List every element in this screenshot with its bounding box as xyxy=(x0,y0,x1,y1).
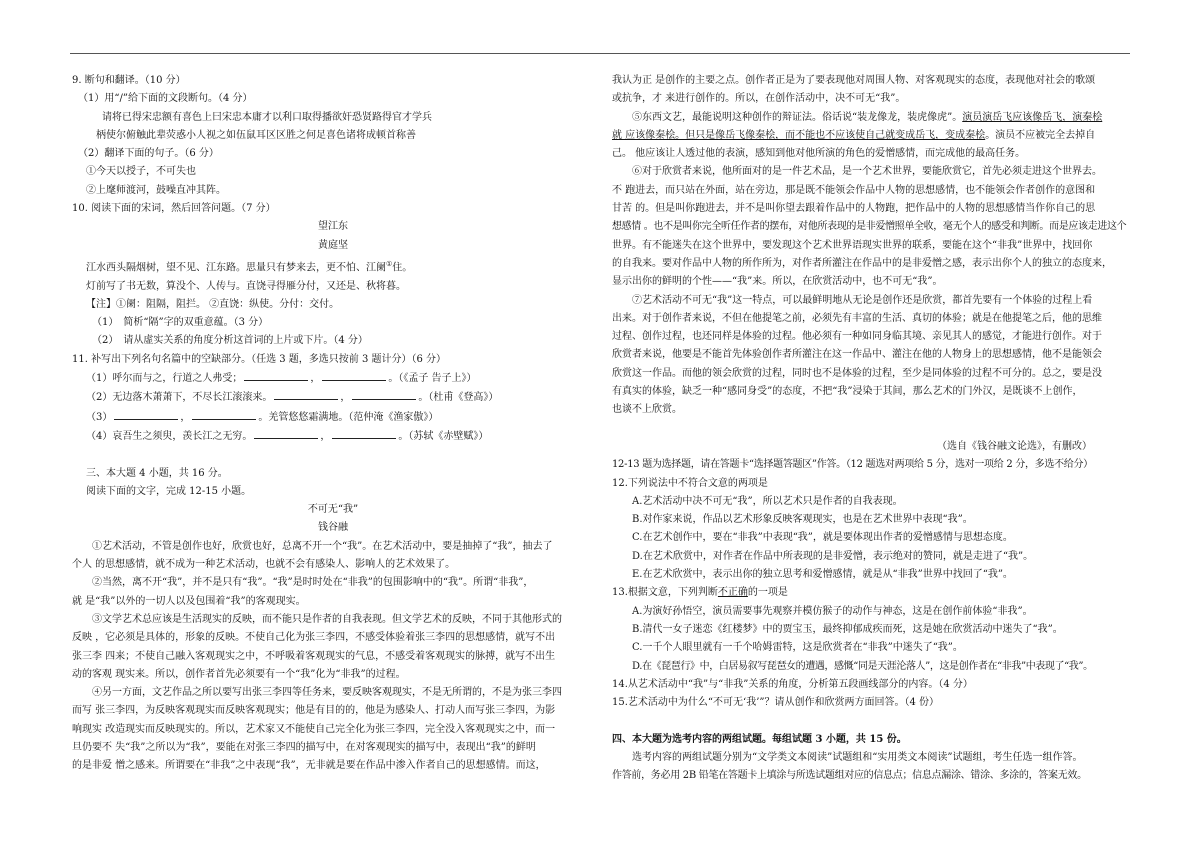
poem-author: 黄庭坚 xyxy=(318,239,348,251)
q10-title: 10. 阅读下面的宋词，然后回答问题。（7 分） xyxy=(72,203,276,215)
q11-item3: （3） ， 。羌管悠悠霜满地。（范仲淹《渔家傲》） xyxy=(72,408,594,427)
choice-instruction: 12-13 题为选择题，请在答题卡“选择题答题区”作答。（12 题选对两项给 5 分，选对一项给 2 分，多选不给分） xyxy=(612,459,1093,471)
essay-para4-end: 或抗争，才 来进行创作的。所以，在创作活动中，决不可无“我”。 xyxy=(612,93,906,105)
q9-title: 9. 断句和翻译。（10 分） xyxy=(72,75,186,86)
poem-title: 望江东 xyxy=(318,221,348,233)
answer-blank[interactable] xyxy=(244,369,308,381)
q10-sub2: （2） 请从虚实关系的角度分析这首词的上片或下片。（4 分） xyxy=(92,335,368,347)
section4-title: 四、本大题为选考内容的两组试题。每组试题 3 小题，共 15 份。 xyxy=(612,733,907,745)
answer-blank[interactable] xyxy=(192,408,256,420)
q11-item2: （2）无边落木萧萧下，不尽长江滚滚来。 ， 。（杜甫《登高》） xyxy=(72,388,594,407)
underlined-passage: 就 应该像秦桧。但只是像岳飞像秦桧，而不能也不应该使自己就变成岳飞，变成秦桧 xyxy=(612,129,986,141)
q13-option-d: D.在《琵琶行》中，白居易叙写琵琶女的遭遇，感慨“同是天涯沦落人”，这是创作者在“非我”中表现了“我”。 xyxy=(632,660,1093,672)
q12-option-d: D.在艺术欣赏中，对作者在作品中所表现的是非爱憎，表示绝对的赞同，就是走进了“我”。 xyxy=(632,550,1034,562)
essay-para6-cont: 不 跑进去，而只站在外面，站在旁边，那是既不能领会作品中人物的思想感情，也不能领会作者创作的意图和 xyxy=(612,184,1096,196)
essay-para3: ③文学艺术总应该是生活现实的反映，而不能只是作者的自我表现。但文学艺术的反映，不同于其他形式的 xyxy=(92,613,562,625)
essay-para4-cont: 响现实 改造现实而反映现实的。所以，艺术家又不能使自己完全化为张三李四，完全没入客观现实之中，而一 xyxy=(72,723,556,735)
section4-instruction: 选考内容的两组试题分别为“文学类文本阅读”试题组和“实用类文本阅读”试题组，考生任选一组作答。 xyxy=(632,751,1083,763)
answer-blank[interactable] xyxy=(254,427,318,439)
answer-blank[interactable] xyxy=(114,408,178,420)
right-column xyxy=(612,72,1132,786)
q15: 15.艺术活动中为什么“不可无‘我’”？请从创作和欣赏两方面回答。（4 份） xyxy=(612,697,940,709)
essay-para5-cont: 己。 他应该让人透过他的表演，感知到他对他所演的角色的爱憎感情，而完成他的最高任务。 xyxy=(612,148,1026,160)
q9-classical-text-line1: 请将已得宋忠额有喜色上曰宋忠本庸才以利口取得播欲奸恐贤路得官才学兵 xyxy=(102,111,432,123)
section3-title: 三、本大题 4 小题，共 16 分。 xyxy=(86,467,228,479)
q9-part1: （1）用“/”给下面的文段断句。（4 分） xyxy=(78,93,253,105)
essay-para3-cont: 张三李 四来；不使自己融入客观现实之中，不呼吸着客观现实的气息，不感受着客观现实的脉搏，就写不出生 xyxy=(72,650,556,662)
underlined-passage: 演员演岳飞应该像岳飞，演秦桧 xyxy=(962,111,1103,123)
answer-blank[interactable] xyxy=(332,427,396,439)
essay-para3-cont: 动的客观 现实来。所以，创作者首先必须要有一个“我”化为“非我”的过程。 xyxy=(72,668,406,680)
essay-para2: ②当然，离不开“我”，并不是只有“我”。“我”是时时处在“非我”的包围影响中的“我”。所谓“非我”， xyxy=(92,577,534,589)
q14: 14.从艺术活动中“我”与“非我”关系的角度，分析第五段画线部分的内容。（4 分） xyxy=(612,678,973,690)
essay-para4-end: 我认为正 是创作的主要之点。创作者正是为了要表现他对周围人物、对客观现实的态度，表现他对社会的歌颂 xyxy=(612,75,1096,86)
essay-para7-cont: 出来。对于创作者来说，不但在他提笔之前，必须先有丰富的生活、真切的体验；就是在他提笔之后，他的思维 xyxy=(612,312,1102,324)
q11-title: 11. 补写出下列名句名篇中的空缺部分。（任选 3 题，多选只按前 3 题计分）（6 分） xyxy=(72,353,447,365)
essay-para7-cont: 欣赏者来说，他要是不能首先体验创作者所灌注在这一作品中、灌注在他的人物身上的思想感情，他不是能领会 xyxy=(612,349,1102,361)
essay-para4-cont: 而写 张三李四，为反映客观现实而反映客观现实；他是有目的的，他是为感染人、打动人而写张三李四，为影 xyxy=(72,705,556,717)
q9-sentence-2: ②上麾师渡河，鼓噪直冲其阵。 xyxy=(86,184,226,196)
essay-para7-cont: 也谈不上欣赏。 xyxy=(612,404,682,416)
essay-para4: ④另一方面，文艺作品之所以要写出张三李四等任务来，要反映客观现实，不是无所谓的，不是为张三李四 xyxy=(92,687,562,699)
q12-option-a: A.艺术活动中决不可无“我”，所以艺术只是作者的自我表现。 xyxy=(632,495,903,507)
q9-sentence-1: ①今天以授子，不可失也 xyxy=(86,166,196,178)
essay-para5-cont: 就 应该像秦桧。但只是像岳飞像秦桧，而不能也不应该使自己就变成岳飞，变成秦桧。演员不应被完全去掉自 xyxy=(612,129,1096,141)
poem-line-2: 灯前写了书无数，算没个、人传与。直饶寻得雁分付，又还是、秋将暮。 xyxy=(86,280,406,292)
essay-para6-cont: 显示出你的鲜明的个性——“我”来。所以，在欣赏活动中，也不可无“我”。 xyxy=(612,276,943,288)
poem-line-1: 江水西头隔烟树，望不见、江东路。思量只有梦来去，更不怕、江阑①住。 xyxy=(86,259,413,274)
q11-item4: （4）哀吾生之须臾，羡长江之无穷。 ， 。（苏轼《赤壁赋》） xyxy=(72,427,594,446)
left-column xyxy=(72,72,594,776)
q11-item1: （1）呼尔而与之，行道之人弗受； ， 。（《孟子 告子上》） xyxy=(72,369,594,388)
essay-para4-cont: 的是非爱 憎之感来。所谓要在“非我”之中表现“我”，无非就是要在作品中渗入作者自己的思想感情。而这， xyxy=(72,760,546,772)
essay-para7-cont: 有真实的体验，缺乏一种“感同身受”的态度，不把“我”浸染于其间，那么艺术的门外汉，是既谈不上创作， xyxy=(612,386,1083,398)
essay-para5: ⑤东西文艺，最能说明这种创作的辩证法。俗话说“装龙像龙，装虎像虎”。演员演岳飞应该像岳飞，演秦桧 xyxy=(632,111,1103,123)
answer-blank[interactable] xyxy=(352,388,416,400)
essay-para6-cont: 的自我来。要对作品中人物的所作所为，对作者所灌注在作品中的是非爱憎之感，表示出你个人的独立的态度来， xyxy=(612,257,1112,269)
essay-source: （选自《钱谷融文论选》，有删改） xyxy=(937,440,1092,452)
header-rule xyxy=(70,53,1130,54)
q13-option-b: B.清代一女子迷恋《红楼梦》中的贾宝玉，最终抑郁成疾而死，这是她在欣赏活动中迷失了“我”。 xyxy=(632,623,1063,635)
essay-para2-cont: 就 是“我”以外的一切人以及包围着“我”的客观现实。 xyxy=(72,595,306,607)
essay-para4-cont: 旦仍要不 失“我”之所以为“我”，要能在对张三李四的描写中，在对客观现实的描写中，表现出“我”的鲜明 xyxy=(72,742,536,754)
q9-classical-text-line2: 柄使尔俯触此辈荧惑小人视之如伍鼠耳区区胜之何足喜色诸将成顿首称善 xyxy=(96,129,416,141)
essay-para6-cont: 甘苦 的。但是叫你跑进去，并不是叫你望去跟着作品中的人物跑，把作品中的人物的思想感情当作你自己的思 xyxy=(612,203,1096,215)
footnote-marker: ① xyxy=(386,259,393,268)
q13-option-a: A.为演好孙悟空，演员需要事先观察并模仿猴子的动作与神态，这是在创作前体验“非我”。 xyxy=(632,605,1033,617)
section3-instruction: 阅读下面的文字，完成 12-15 小题。 xyxy=(86,485,252,497)
essay-para7: ⑦艺术活动不可无“我”这一特点，可以最鲜明地从无论是创作还是欣赏，都首先要有一个体验的过程上看 xyxy=(632,294,1093,306)
q12-option-b: B.对作家来说，作品以艺术形象反映客观现实，也是在艺术世界中表现“我”。 xyxy=(632,514,973,526)
q10-sub1: （1） 简析“隔”字的双重意蕴。（3 分） xyxy=(92,317,269,329)
essay-para6: ⑥对于欣赏者来说，他所面对的是一件艺术品，是一个艺术世界，要能欣赏它，首先必须走进这个世界去。 xyxy=(632,166,1102,178)
essay-para7-cont: 过程、创作过程，也还同样是体验的过程。他必须有一种如同身临其境、亲见其人的感觉，才能进行创作。对于 xyxy=(612,331,1102,343)
section4-instruction-cont: 作答前，务必用 2B 铅笔在答题卡上填涂与所选试题组对应的信息点；信息点漏涂、错涂、多涂的，答案无效。 xyxy=(612,770,1087,782)
q12-stem: 12.下列说法中不符合文意的两项是 xyxy=(612,477,768,489)
q13-option-c: C.一千个人眼里就有一千个哈姆雷特，这是欣赏者在“非我”中迷失了“我”。 xyxy=(632,642,963,654)
answer-blank[interactable] xyxy=(274,388,338,400)
answer-blank[interactable] xyxy=(322,369,386,381)
essay-author: 钱谷融 xyxy=(318,522,348,534)
essay-para6-cont: 世界。有不能迷失在这个世界中，要发现这个艺术世界语现实世界的联系，要能在这个“非我”世界中，找回你 xyxy=(612,239,1093,251)
essay-title: 不可无“我” xyxy=(307,504,359,516)
poem-note: 【注】①阑：阻隔，阻拦。 ②直饶：纵使。分付：交付。 xyxy=(86,298,340,310)
essay-para1-cont: 个人 的思想感情，就不成为一种艺术活动，也就不会有感染人、影响人的艺术效果了。 xyxy=(72,559,456,571)
q12-option-c: C.在艺术创作中，要在“非我”中表现“我”，就是要体现出作者的爱憎感情与思想态度。 xyxy=(632,532,1013,544)
essay-para1: ①艺术活动，不管是创作也好，欣赏也好，总离不开一个“我”。在艺术活动中，要是抽掉了“我”，抽去了 xyxy=(92,540,553,552)
essay-para3-cont: 反映 ，它必须是具体的，形象的反映。不使自己化为张三李四，不感受体验着张三李四的思想感情，就写不出 xyxy=(72,632,556,644)
q12-option-e: E.在艺术欣赏中，表示出你的独立思考和爱憎感情，就是从“非我”世界中找回了“我”。 xyxy=(632,569,1013,581)
essay-para6-cont: 想感情 。也不是叫你完全听任作者的摆布，对他所表现的是非爱憎照单全收，毫无个人的感受和判断。而是应该走进这个 xyxy=(612,221,1127,233)
q13-stem: 13.根据文意，下列判断不正确的一项是 xyxy=(612,587,788,599)
essay-para7-cont: 欣赏这一作品。而他的领会欣赏的过程，同时也不是体验的过程，至少是同体验的过程不可分的。总之，要是没 xyxy=(612,367,1102,379)
q9-part2: （2）翻译下面的句子。（6 分） xyxy=(78,148,219,160)
